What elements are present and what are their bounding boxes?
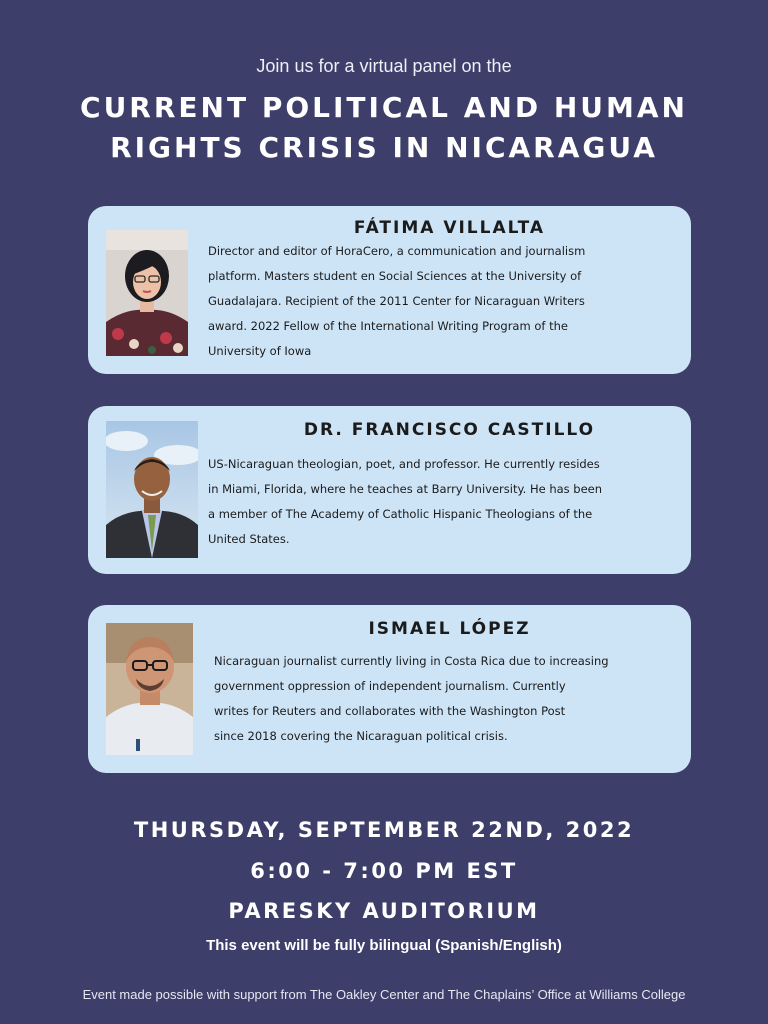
bio-line: since 2018 covering the Nicaraguan political crisis. — [214, 729, 508, 743]
bio-line: writes for Reuters and collaborates with the Washington Post — [214, 704, 566, 718]
bio-line: in Miami, Florida, where he teaches at Barry University. He has been — [208, 482, 603, 496]
event-date: THURSDAY, SEPTEMBER 22ND, 2022 — [133, 818, 635, 842]
bio-line: United States. — [208, 532, 290, 546]
event-time: 6:00 - 7:00 PM EST — [250, 859, 518, 883]
speaker-photo — [106, 623, 193, 755]
bio-line: award. 2022 Fellow of the International Writing Program of the — [208, 319, 568, 333]
speaker-name: ISMAEL LÓPEZ — [368, 619, 531, 639]
title-line-1: CURRENT POLITICAL AND HUMAN — [80, 91, 688, 124]
event-location: PARESKY AUDITORIUM — [228, 899, 540, 923]
bio-line: government oppression of independent journalism. Currently — [214, 679, 566, 693]
sponsor-footer: Event made possible with support from The Oakley Center and The Chaplains’ Office at Williams College — [82, 987, 686, 1002]
bio-line: platform. Masters student en Social Sciences at the University of — [208, 269, 582, 283]
bio-line: Nicaraguan journalist currently living in Costa Rica due to increasing — [214, 654, 609, 668]
intro-text: Join us for a virtual panel on the — [256, 56, 512, 76]
bio-line: Guadalajara. Recipient of the 2011 Center for Nicaraguan Writers — [208, 294, 585, 308]
bio-line: University of Iowa — [208, 344, 312, 358]
speaker-bio — [208, 452, 682, 552]
speaker-bio — [208, 239, 678, 364]
speaker-card-fatima-villalta — [88, 206, 691, 374]
speaker-photo — [106, 230, 188, 356]
bio-line: US-Nicaraguan theologian, poet, and professor. He currently resides — [208, 457, 600, 471]
speaker-name: FÁTIMA VILLALTA — [353, 218, 546, 238]
speaker-photo — [106, 421, 198, 558]
title-line-2: RIGHTS CRISIS IN NICARAGUA — [110, 131, 658, 164]
speaker-bio — [214, 649, 688, 749]
bilingual-note: This event will be fully bilingual (Spanish/English) — [206, 937, 562, 954]
speaker-card-ismael-lopez — [88, 605, 691, 773]
event-title — [0, 88, 768, 168]
speaker-name: DR. FRANCISCO CASTILLO — [303, 420, 596, 440]
bio-line: Director and editor of HoraCero, a communication and journalism — [208, 244, 586, 258]
bio-line: a member of The Academy of Catholic Hispanic Theologians of the — [208, 507, 593, 521]
speaker-card-francisco-castillo — [88, 406, 691, 574]
